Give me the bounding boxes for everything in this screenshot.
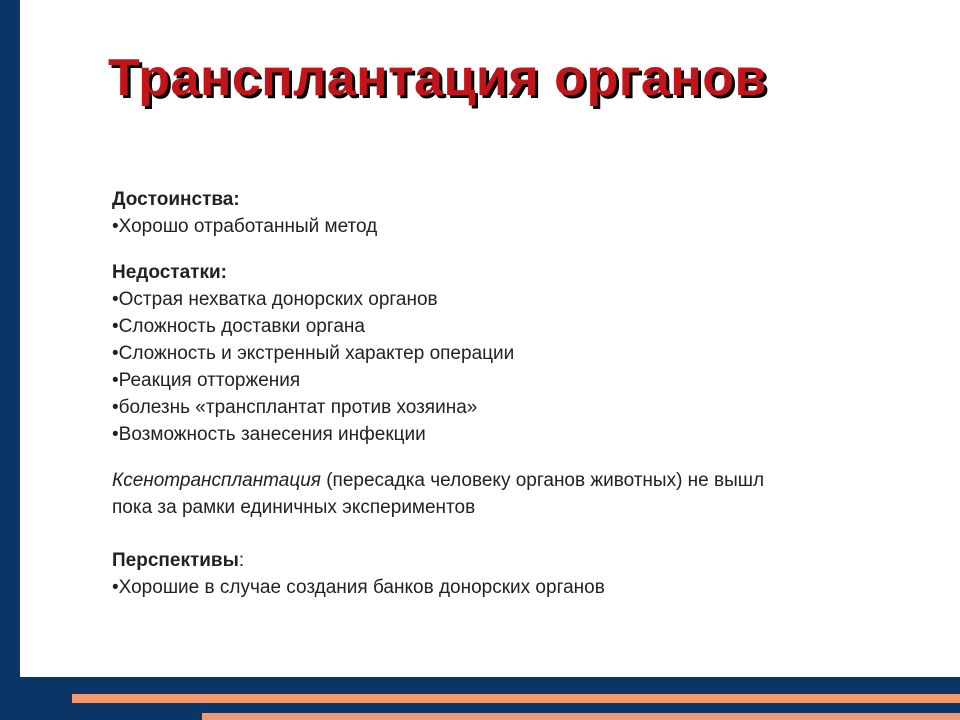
prospects-heading-line (112, 547, 960, 574)
disadvantage-item: • болезнь «трансплантат против хозяина» (112, 394, 960, 421)
disadvantages-section (112, 259, 960, 448)
xenotransplantation-paragraph (112, 467, 960, 521)
advantage-item: • Хорошо отработанный метод (112, 213, 960, 240)
disadvantage-item: • Сложность и экстренный характер операции (112, 340, 960, 367)
xeno-line-1-rest: (пересадка человеку органов животных) не вышл (320, 470, 765, 491)
slide-title: Трансплантация органов (108, 49, 767, 107)
advantages-section (112, 186, 960, 240)
prospects-heading: Перспективы (112, 550, 239, 571)
disadvantage-item: • Острая нехватка донорских органов (112, 286, 960, 313)
advantages-heading: Достоинства: (112, 189, 240, 210)
accent-stripe-bottom (202, 713, 960, 720)
xeno-line-1 (112, 467, 960, 494)
xeno-term: Ксенотрансплантация (112, 470, 321, 491)
prospect-item: • Хорошие в случае создания банков донорских органов (112, 574, 960, 601)
disadvantages-heading: Недостатки: (112, 262, 227, 283)
left-accent-bar (0, 0, 20, 720)
disadvantage-item: • Сложность доставки органа (112, 313, 960, 340)
slide-content (112, 186, 960, 620)
xeno-line-2: пока за рамки единичных экспериментов (112, 497, 476, 518)
prospects-section (112, 547, 960, 601)
prospects-heading-colon: : (238, 550, 245, 571)
disadvantage-item: • Реакция отторжения (112, 367, 960, 394)
accent-stripe-top (72, 694, 960, 703)
disadvantage-item: • Возможность занесения инфекции (112, 421, 960, 448)
